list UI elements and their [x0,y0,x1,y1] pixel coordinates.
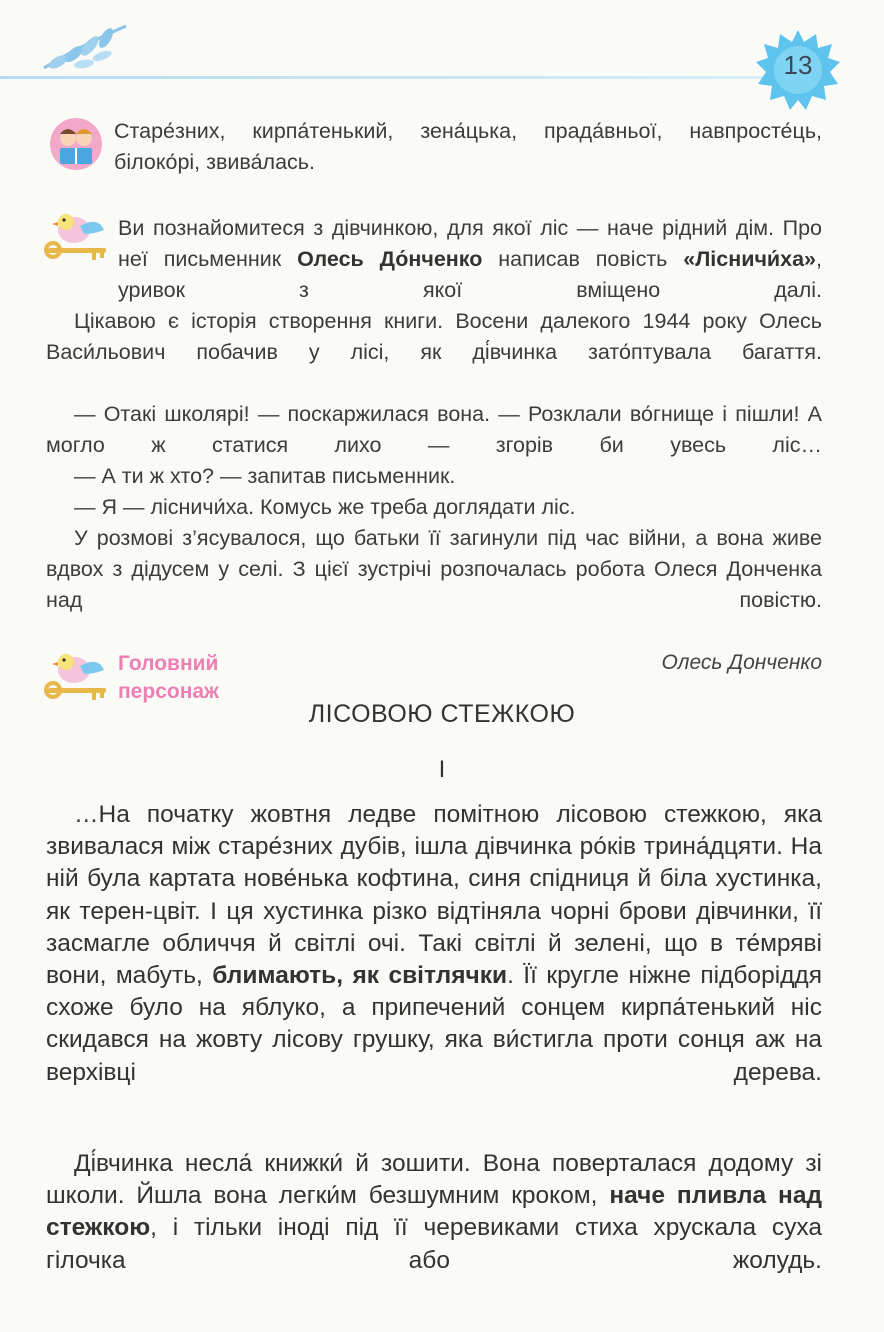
intro-paragraph-6: У розмові з’ясувалося, що батьки її загинули під час війни, а вона живе вдвох з дідусем у селі. З цієї зустрічі розпочалась робота Олеся Донченка над повістю. [46,526,822,612]
intro-paragraph-2: Цікавою є історія створення книги. Восени далекого 1944 року Олесь Васи́льович побачив у лісі, як ді́вчинка зато́птувала багаття. [46,309,822,364]
intro-paragraph-4: — А ти ж хто? — запитав письменник. [74,464,456,488]
story-paragraph-1: …На початку жовтня ледве помітною лісовою стежкою, яка звивалася між старе́зних дубів, ішла дівчинка ро́ків трина́дцяти. На ній була картата нове́нька кофтина, синя спідниця й біла хустинка, як терен-цвіт. І ця хустинка різко відтіняла чорні брови дівчинки, її засмагле обличчя й світлі очі. Такі світлі й зелені, що в те́мряві вони, мабуть, блимають, як світлячки. Її кругле ніжне підборіддя схоже було на яблуко, а припечений сонцем кирпа́тенький ніс скидався на жовту лісову грушку, яка ви́стигла проти сонця аж на верхівці дерева. [46,801,822,1086]
bird-key-icon [44,208,114,264]
book-title-bold: «Лісничи́ха» [683,247,817,271]
story-author: Олесь Донченко [661,651,822,674]
bird-key-icon [44,648,114,704]
intro-paragraph-3: — Отакі школярі! — поскаржилася вона. — Розклали во́гнище і пішли! А могло ж статися лихо — згорів би увесь ліс… [46,402,822,457]
intro-paragraph-1: Ви познайомитеся з дівчинкою, для якої ліс — наче рідний дім. Про неї письменник Олесь До́нченко написав повість «Лісничи́ха», уривок з якої вміщено далі. [118,216,822,302]
reading-children-icon [48,116,104,172]
author-name-bold: Олесь До́нченко [297,247,483,271]
vocabulary-words: Старе́зних, кирпа́тенький, зена́цька, прада́вньої, навпросте́ць, білоко́рі, звива́лась. [114,119,822,174]
chapter-number: І [438,756,446,783]
story-bold-phrase: наче пливла над стежкою [46,1182,823,1242]
intro-paragraph-5: — Я — лісничи́ха. Комусь же треба доглядати ліс. [74,495,576,519]
story-title: ЛІСОВОЮ СТЕЖКОЮ [308,700,576,728]
leaf-ornament-icon [36,18,136,78]
page-number: 13 [783,50,813,80]
story-bold-phrase: блимають, як світлячки [212,962,508,990]
main-character-label: Головний персонаж [118,652,219,703]
story-paragraph-2: Ді́вчинка несла́ книжки́ й зошити. Вона поверталася додому зі школи. Йшла вона легки́м безшумним кроком, наче пливла над стежкою, і тільки іноді під її черевиками стиха хрускала суха гілочка або жолудь. [46,1150,823,1274]
